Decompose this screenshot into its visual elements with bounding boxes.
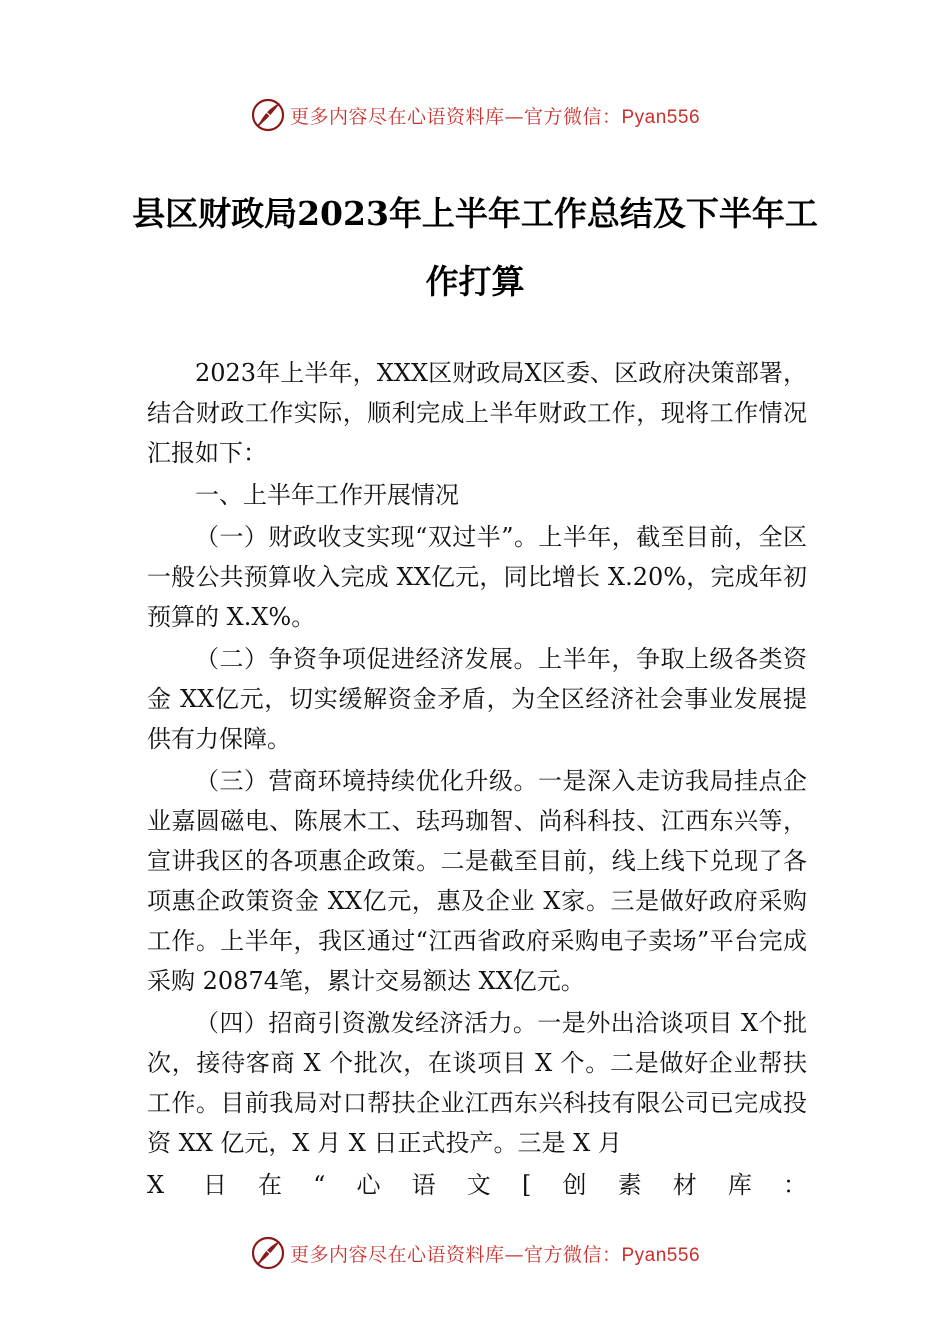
- header-banner: [0, 95, 950, 135]
- document-title: 县区财政局2023年上半年工作总结及下半年工作打算: [132, 194, 818, 301]
- paragraph-item-3: （三）营商环境持续优化升级。一是深入走访我局挂点企业嘉圆磁电、陈展木工、珐玛珈智、尚科科技、江西东兴等，宣讲我区的各项惠企政策。二是截至目前，线上线下兑现了各项惠企政策资金 XX亿元，惠及企业 X家。三是做好政府采购工作。上半年，我区通过“江西省政府采购电子卖场”平台完成采购 20874笔，累计交易额达 XX亿元。: [147, 767, 807, 995]
- document-body: [147, 353, 807, 1207]
- quill-logo-icon: [250, 97, 286, 133]
- banner-wechat-id: Pyan556: [621, 106, 701, 128]
- banner-text: 更多内容尽在心语资料库—官方微信：Pyan556: [289, 105, 701, 128]
- paragraph-continuation: X 日在“心语文[创素材库：: [147, 1171, 807, 1199]
- footer-banner: [0, 1233, 950, 1273]
- section-heading: 一、上半年工作开展情况: [195, 481, 459, 509]
- banner-wechat-id: Pyan556: [621, 1244, 701, 1266]
- paragraph-item-1: （一）财政收支实现“双过半”。上半年，截至目前，全区一般公共预算收入完成 XX亿元，同比增长 X.20%，完成年初预算的 X.X%。: [147, 523, 807, 631]
- paragraph-intro: 2023年上半年，XXX区财政局X区委、区政府决策部署，结合财政工作实际，顺利完成上半年财政工作，现将工作情况汇报如下：: [147, 359, 807, 467]
- paragraph-item-2: （二）争资争项促进经济发展。上半年，争取上级各类资金 XX亿元，切实缓解资金矛盾，为全区经济社会事业发展提供有力保障。: [147, 645, 807, 753]
- quill-logo-icon: [250, 1235, 286, 1271]
- paragraph-item-4: （四）招商引资激发经济活力。一是外出洽谈项目 X个批次，接待客商 X 个批次，在谈项目 X 个。二是做好企业帮扶工作。目前我局对口帮扶企业江西东兴科技有限公司已完成投资 XX 亿元，X 月 X 日正式投产。三是 X 月: [147, 1009, 807, 1157]
- banner-text: 更多内容尽在心语资料库—官方微信：Pyan556: [289, 1243, 701, 1266]
